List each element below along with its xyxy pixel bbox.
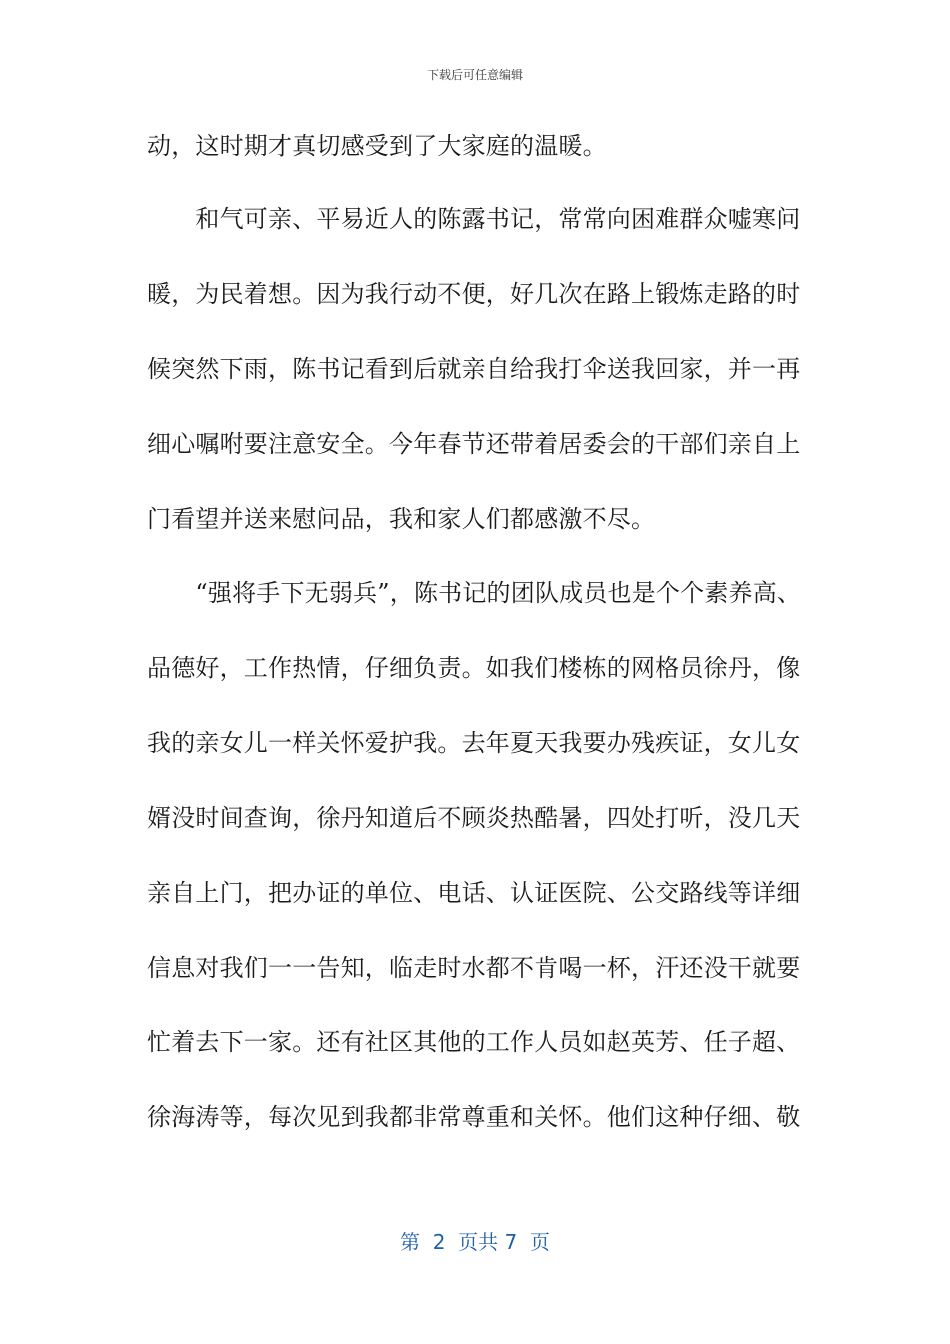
- body-line-10: 婿没时间查询，徐丹知道后不顾炎热酷暑，四处打听，没几天: [147, 804, 801, 832]
- body-line-11: 亲自上门，把办证的单位、电话、认证医院、公交路线等详细: [147, 879, 801, 907]
- body-line-4: 候突然下雨，陈书记看到后就亲自给我打伞送我回家，并一再: [147, 355, 801, 383]
- body-line-9: 我的亲女儿一样关怀爱护我。去年夏天我要办残疾证，女儿女: [147, 729, 801, 757]
- body-line-2: 和气可亲、平易近人的陈露书记，常常向困难群众嘘寒问: [147, 205, 801, 233]
- page-number-footer: 第 2 页共 7 页: [400, 1230, 550, 1254]
- body-line-13: 忙着去下一家。还有社区其他的工作人员如赵英芳、任子超、: [147, 1028, 801, 1056]
- body-line-8: 品德好，工作热情，仔细负责。如我们楼栋的网格员徐丹，像: [147, 654, 801, 682]
- body-line-5: 细心嘱咐要注意安全。今年春节还带着居委会的干部们亲自上: [147, 430, 801, 458]
- body-line-7: “强将手下无弱兵”，陈书记的团队成员也是个个素养高、: [147, 579, 802, 607]
- body-line-1: 动，这时期才真切感受到了大家庭的温暖。: [147, 132, 607, 160]
- body-line-12: 信息对我们一一告知，临走时水都不肯喝一杯，汗还没干就要: [147, 954, 801, 982]
- body-line-6: 门看望并送来慰问品，我和家人们都感激不尽。: [147, 505, 656, 533]
- body-line-3: 暖，为民着想。因为我行动不便，好几次在路上锻炼走路的时: [147, 280, 801, 308]
- body-line-14: 徐海涛等，每次见到我都非常尊重和关怀。他们这种仔细、敬: [147, 1103, 801, 1131]
- page-header-note: 下载后可任意编辑: [426, 68, 523, 82]
